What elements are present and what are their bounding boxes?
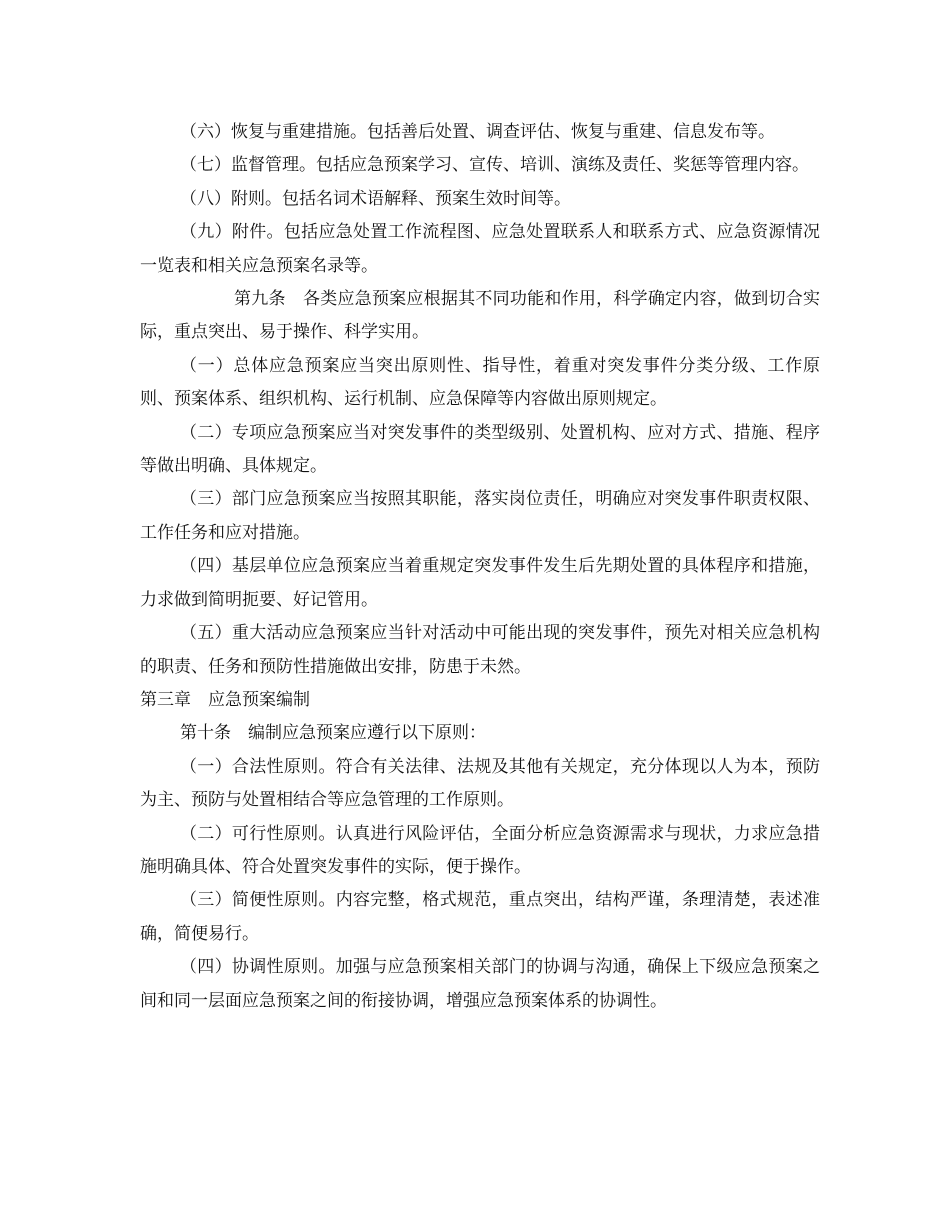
chapter-heading: 第三章 应急预案编制: [140, 689, 310, 710]
paragraph-item-8: （八）附则。包括名词术语解释、预案生效时间等。: [180, 188, 571, 209]
article-10: 第十条 编制应急预案应遵行以下原则：: [180, 723, 486, 744]
article-9: 第九条 各类应急预案应根据其不同功能和作用，科学确定内容，做到切合实际，重点突出、易于操作、科学实用。: [140, 289, 820, 343]
paragraph-item-6: （六）恢复与重建措施。包括善后处置、调查评估、恢复与重建、信息发布等。: [180, 122, 775, 142]
paragraph-art9-item-5: （五）重大活动应急预案应当针对活动中可能出现的突发事件，预先对相关应急机构的职责、任务和预防性措施做出安排，防患于未然。: [140, 623, 820, 677]
paragraph-art10-item-1: （一）合法性原则。符合有关法律、法规及其他有关规定，充分体现以人为本，预防为主、预防与处置相结合等应急管理的工作原则。: [140, 756, 820, 811]
paragraph-item-9: （九）附件。包括应急处置工作流程图、应急处置联系人和联系方式、应急资源情况一览表和相关应急预案名录等。: [140, 222, 820, 276]
paragraph-art10-item-2: （二）可行性原则。认真进行风险评估，全面分析应急资源需求与现状，力求应急措施明确具体、符合处置突发事件的实际，便于操作。: [140, 823, 820, 877]
paragraph-art10-item-3: （三）简便性原则。内容完整，格式规范，重点突出，结构严谨，条理清楚，表述准确，简便易行。: [140, 890, 820, 944]
paragraph-art9-item-1: （一）总体应急预案应当突出原则性、指导性，着重对突发事件分类分级、工作原则、预案体系、组织机构、运行机制、应急保障等内容做出原则规定。: [140, 355, 820, 410]
paragraph-art9-item-3: （三）部门应急预案应当按照其职能，落实岗位责任，明确应对突发事件职责权限、工作任务和应对措施。: [140, 489, 820, 543]
paragraph-item-7: （七）监督管理。包括应急预案学习、宣传、培训、演练及责任、奖惩等管理内容。: [180, 155, 809, 176]
paragraph-art10-item-4: （四）协调性原则。加强与应急预案相关部门的协调与沟通，确保上下级应急预案之间和同一层面应急预案之间的衔接协调，增强应急预案体系的协调性。: [140, 957, 820, 1011]
paragraph-art9-item-2: （二）专项应急预案应当对突发事件的类型级别、处置机构、应对方式、措施、程序等做出明确、具体规定。: [140, 422, 820, 477]
paragraph-art9-item-4: （四）基层单位应急预案应当着重规定突发事件发生后先期处置的具体程序和措施，力求做到简明扼要、好记管用。: [140, 556, 820, 610]
document-body: [140, 116, 820, 1018]
